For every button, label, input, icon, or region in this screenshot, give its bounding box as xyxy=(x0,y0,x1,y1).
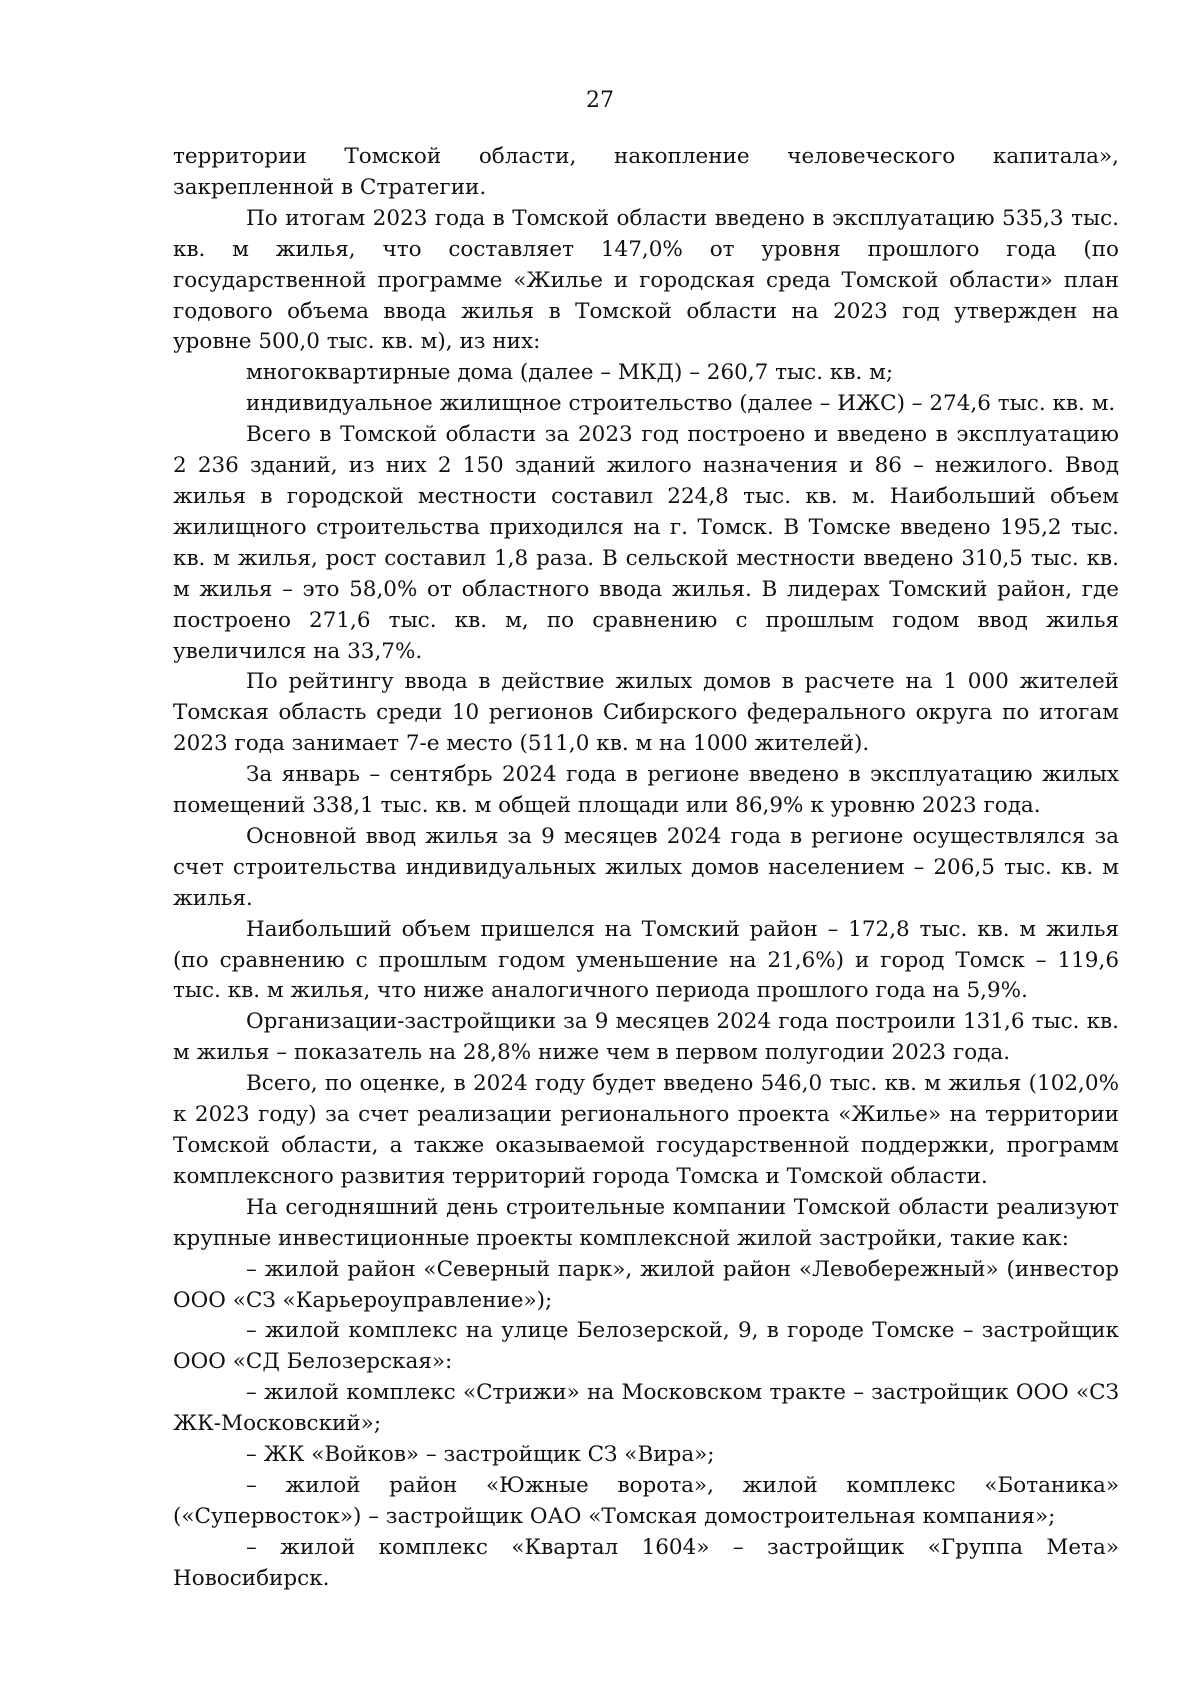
list-item: – жилой комплекс «Стрижи» на Московском тракте – застройщик ООО «СЗ ЖК-Московский»; xyxy=(173,1380,1119,1437)
paragraph: Всего, по оценке, в 2024 году будет введено 546,0 тыс. кв. м жилья (102,0% к 2023 году) за счет реализации регионального проекта «Жилье» на территории Томской области, а также оказываемой государственной поддержки, программ комплексного развития территорий города Томска и Томской области. xyxy=(173,1071,1119,1189)
list-item: – жилой район «Северный парк», жилой район «Левобережный» (инвестор ООО «СЗ «Карьероуправление»); xyxy=(173,1256,1119,1313)
list-item: индивидуальное жилищное строительство (далее – ИЖС) – 274,6 тыс. кв. м. xyxy=(246,391,1116,417)
paragraph: Всего в Томской области за 2023 год построено и введено в эксплуатацию 2 236 зданий, из них 2 150 зданий жилого назначения и 86 – нежилого. Ввод жилья в городской местности составил 224,8 тыс. кв. м. Наибольший объем жилищного строительства приходился на г. Томск. В Томске введено 195,2 тыс. кв. м жилья, рост составил 1,8 раза. В сельской местности введено 310,5 тыс. кв. м жилья – это 58,0% от областного ввода жилья. В лидерах Томский район, где построено 271,6 тыс. кв. м, по сравнению с прошлым годом ввод жилья увеличился на 33,7%. xyxy=(173,422,1119,664)
paragraph: Основной ввод жилья за 9 месяцев 2024 года в регионе осуществлялся за счет строительства индивидуальных жилых домов населением – 206,5 тыс. кв. м жилья. xyxy=(173,823,1119,911)
paragraph: По рейтингу ввода в действие жилых домов в расчете на 1 000 жителей Томская область среди 10 регионов Сибирского федерального округа по итогам 2023 года занимает 7-е место (511,0 кв. м на 1000 жителей). xyxy=(173,669,1119,757)
list-item: – жилой комплекс на улице Белозерской, 9, в городе Томске – застройщик ООО «СД Белозерская»: xyxy=(173,1318,1119,1375)
paragraph: По итогам 2023 года в Томской области введено в эксплуатацию 535,3 тыс. кв. м жилья, что составляет 147,0% от уровня прошлого года (по государственной программе «Жилье и городская среда Томской области» план годового объема ввода жилья в Томской области на 2023 год утвержден на уровне 500,0 тыс. кв. м), из них: xyxy=(173,205,1119,355)
list-item: многоквартирные дома (далее – МКД) – 260,7 тыс. кв. м; xyxy=(246,360,894,386)
paragraph: За январь – сентябрь 2024 года в регионе введено в эксплуатацию жилых помещений 338,1 тыс. кв. м общей площади или 86,9% к уровню 2023 года. xyxy=(173,762,1119,819)
document-body xyxy=(173,142,1119,1595)
paragraph: территории Томской области, накопление человеческого капитала», закрепленной в Стратегии. xyxy=(173,144,1119,200)
list-item: – ЖК «Войков» – застройщик СЗ «Вира»; xyxy=(246,1442,715,1468)
page-number: 27 xyxy=(586,88,614,113)
paragraph: Организации-застройщики за 9 месяцев 2024 года построили 131,6 тыс. кв. м жилья – показатель на 28,8% ниже чем в первом полугодии 2023 года. xyxy=(173,1009,1119,1066)
paragraph: Наибольший объем пришелся на Томский район – 172,8 тыс. кв. м жилья (по сравнению с прошлым годом уменьшение на 21,6%) и город Томск – 119,6 тыс. кв. м жилья, что ниже аналогичного периода прошлого года на 5,9%. xyxy=(173,916,1119,1004)
list-item: – жилой район «Южные ворота», жилой комплекс «Ботаника» («Супервосток») – застройщик ОАО «Томская домостроительная компания»; xyxy=(173,1472,1119,1529)
paragraph: На сегодняшний день строительные компании Томской области реализуют крупные инвестиционные проекты комплексной жилой застройки, такие как: xyxy=(173,1194,1119,1251)
list-item: – жилой комплекс «Квартал 1604» – застройщик «Группа Мета» Новосибирск. xyxy=(173,1534,1119,1591)
